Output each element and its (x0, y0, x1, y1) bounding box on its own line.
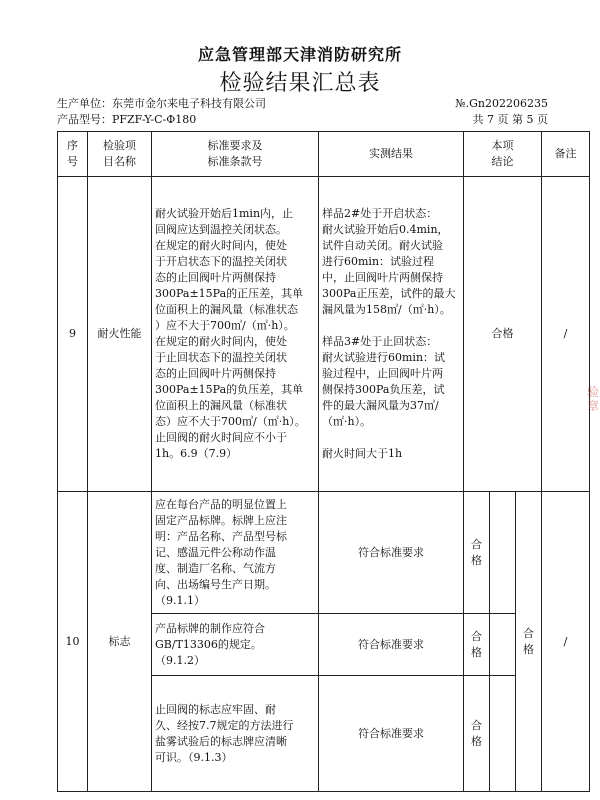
page-title: 检验结果汇总表 (219, 71, 381, 96)
sub-conclusion: 合 格 (464, 492, 490, 614)
table-row (58, 492, 590, 614)
result-text: 符合标准要求 (319, 676, 464, 792)
standard-text: 应在每台产品的明显位置上 固定产品标牌。标牌上应注 明：产品名称、产品型号标 记、感温元件公称动作温 度、制造厂名称、气流方 向、出场编号生产日期。 （9.1.1） (152, 492, 319, 614)
seal-stamp: 验章 (587, 385, 600, 413)
remark: / (542, 492, 590, 792)
table-row (58, 177, 590, 492)
row-no: 10 (58, 492, 88, 792)
sub-conclusion: 合 格 (464, 614, 490, 676)
page-indicator: 共 7 页 第 5 页 (472, 113, 548, 126)
remark: / (542, 177, 590, 492)
col-conclusion: 本项 结论 (464, 132, 542, 177)
producer: 生产单位：东莞市金尔来电子科技有限公司 (57, 97, 266, 110)
item-name: 标志 (88, 492, 152, 792)
product-model: 产品型号：PFZF-Y-C-Φ180 (57, 113, 197, 126)
col-remark: 备注 (542, 132, 590, 177)
spacer-cell (490, 492, 516, 614)
header-row (58, 132, 590, 177)
results-table (57, 131, 590, 792)
result-text: 符合标准要求 (319, 614, 464, 676)
standard-text: 耐火试验开始后1min内，止 回阀应达到温控关闭状态。 在规定的耐火时间内，使处 于开启状态下的温控关闭状 态的止回阀叶片两侧保持 300Pa±15Pa的正压差，其单 位面积上的漏风量（标准状态 ）应不大于700㎥/（㎡·h）。 在规定的耐火时间内，使处 于止回状态下的温控关闭状 态的止回阀叶片两侧保持 300Pa±15Pa的负压差，其单 位面积上的漏风量（标准状 态）应不大于700㎥/（㎡·h）。 止回阀的耐火时间应不小于 1h。6.9（7.9） (152, 177, 319, 492)
conclusion: 合 格 (516, 492, 542, 792)
spacer-cell (490, 676, 516, 792)
col-item: 检验项 目名称 (88, 132, 152, 177)
org-name: 应急管理部天津消防研究所 (197, 45, 402, 64)
item-name: 耐火性能 (88, 177, 152, 492)
col-result: 实测结果 (319, 132, 464, 177)
standard-text: 产品标牌的制作应符合 GB/T13306的规定。 （9.1.2） (152, 614, 319, 676)
spacer-cell (490, 614, 516, 676)
result-text: 符合标准要求 (319, 492, 464, 614)
report-number: №.Gn202206235 (455, 97, 548, 110)
col-standard: 标准要求及 标准条款号 (152, 132, 319, 177)
sub-conclusion: 合 格 (464, 676, 490, 792)
row-no: 9 (58, 177, 88, 492)
conclusion: 合格 (464, 177, 542, 492)
standard-text: 止回阀的标志应牢固、耐 久、经按7.7规定的方法进行 盐雾试验后的标志牌应清晰 可识。（9.1.3） (152, 676, 319, 792)
result-text: 样品2#处于开启状态： 耐火试验开始后0.4min， 试件自动关闭。耐火试验 进行60min：试验过程 中，止回阀叶片两侧保持 300Pa正压差，试件的最大 漏风量为158㎥/（㎡·h）。 样品3#处于止回状态： 耐火试验进行60min：试 验过程中，止回阀叶片两 侧保持300Pa负压差，试 件的最大漏风量为37㎥/ （㎡·h）。 耐火时间大于1h (319, 177, 464, 492)
col-no: 序 号 (58, 132, 88, 177)
